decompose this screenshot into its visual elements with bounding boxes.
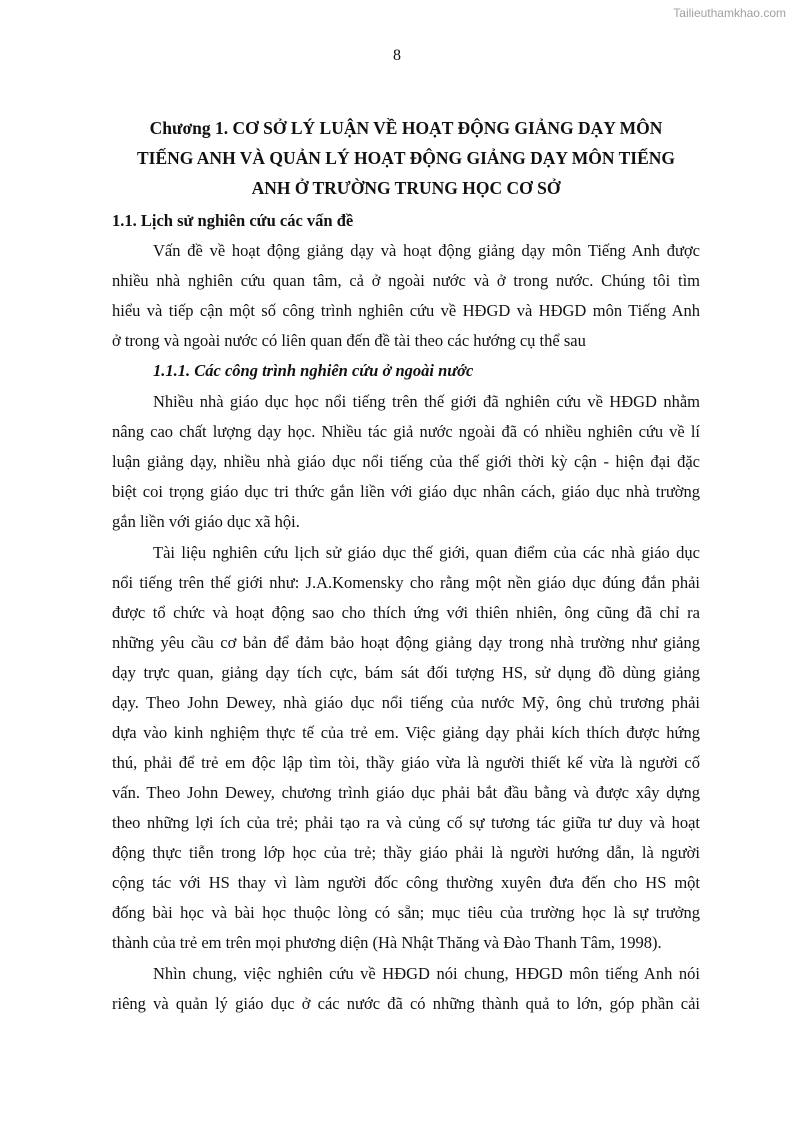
subsection-heading: 1.1.1. Các công trình nghiên cứu ở ngoài nước	[153, 361, 474, 380]
body-line: dạy. Theo John Dewey, nhà giáo dục nổi tiếng của nước Mỹ, ông chủ trương phải	[112, 693, 700, 712]
body-line: thú, phải để trẻ em độc lập tìm tòi, thầy giáo vừa là người thiết kế vừa là người cố	[112, 753, 700, 772]
body-line: biệt coi trọng giáo dục tri thức gắn liền với giáo dục nhân cách, giáo dục nhà trường	[112, 482, 700, 501]
chapter-title-line: ANH Ở TRƯỜNG TRUNG HỌC CƠ SỞ	[251, 178, 561, 198]
page-number: 8	[393, 47, 401, 64]
body-line: gắn liền với giáo dục xã hội.	[112, 512, 300, 531]
body-line: Nhiều nhà giáo dục học nổi tiếng trên thế giới đã nghiên cứu về HĐGD nhằm	[153, 392, 700, 411]
body-line: riêng và quản lý giáo dục ở các nước đã có những thành quả to lớn, góp phần cải	[112, 994, 700, 1013]
body-line: nổi tiếng trên thế giới như: J.A.Komensky cho rằng một nền giáo dục đúng đắn phải	[112, 573, 700, 592]
chapter-title-line: TIẾNG ANH VÀ QUẢN LÝ HOẠT ĐỘNG GIẢNG DẠY MÔN TIẾNG	[136, 148, 676, 168]
body-line: được tổ chức và hoạt động sao cho thích ứng với thiên nhiên, ông cũng đã chỉ ra	[112, 603, 700, 622]
body-line: Vấn đề về hoạt động giảng dạy và hoạt động giảng dạy môn Tiếng Anh được	[153, 241, 700, 260]
body-line: ở trong và ngoài nước có liên quan đến đề tài theo các hướng cụ thể sau	[112, 331, 586, 350]
body-line: những yêu cầu cơ bản để đảm bảo hoạt động giảng dạy trong nhà trường như giảng	[112, 633, 700, 652]
section-heading: 1.1. Lịch sử nghiên cứu các vấn đề	[112, 211, 354, 230]
body-line: vấn. Theo John Dewey, chương trình giáo dục phải bắt đầu bằng và được xây dựng	[112, 783, 700, 802]
body-line: động thực tiễn trong lớp học của trẻ; thầy giáo phải là người hướng dẫn, là người	[112, 843, 700, 862]
body-line: dựa vào kinh nghiệm thực tế của trẻ em. Việc giảng dạy phải kích thích được hứng	[112, 723, 700, 742]
body-line: nhiều nhà nghiên cứu quan tâm, cả ở ngoài nước và ở trong nước. Chúng tôi tìm	[112, 271, 700, 290]
chapter-title-line: Chương 1. CƠ SỞ LÝ LUẬN VỀ HOẠT ĐỘNG GIẢNG DẠY MÔN	[149, 118, 663, 138]
body-line: theo những lợi ích của trẻ; phải tạo ra và củng cố sự tương tác giữa tư duy và hoạt	[112, 813, 700, 832]
body-line: đống bài học và bài học thuộc lòng có sẵn; mục tiêu của trường học là sự trưởng	[112, 903, 700, 922]
body-line: nâng cao chất lượng dạy học. Nhiều tác giả nước ngoài đã có nhiều nghiên cứu về lí	[112, 422, 700, 441]
body-line: Tài liệu nghiên cứu lịch sử giáo dục thế giới, quan điểm của các nhà giáo dục	[153, 543, 700, 562]
watermark: Tailieuthamkhao.com	[673, 6, 786, 20]
body-line: luận giảng dạy, nhiều nhà giáo dục nổi tiếng của thế giới thời kỳ cận - hiện đại đặc	[112, 452, 700, 471]
body-line: hiểu và tiếp cận một số công trình nghiên cứu về HĐGD và HĐGD môn Tiếng Anh	[112, 301, 700, 320]
body-line: Nhìn chung, việc nghiên cứu về HĐGD nói chung, HĐGD môn tiếng Anh nói	[153, 964, 700, 983]
body-line: dạy trực quan, giảng dạy tích cực, bám sát đối tượng HS, sử dụng đồ dùng giảng	[112, 663, 700, 682]
body-line: thành của trẻ em trên mọi phương diện (Hà Nhật Thăng và Đào Thanh Tâm, 1998).	[112, 933, 662, 952]
chapter-title	[96, 113, 716, 203]
body-line: cộng tác với HS thay vì làm người đốc công thường xuyên đưa đến cho HS một	[112, 873, 700, 892]
